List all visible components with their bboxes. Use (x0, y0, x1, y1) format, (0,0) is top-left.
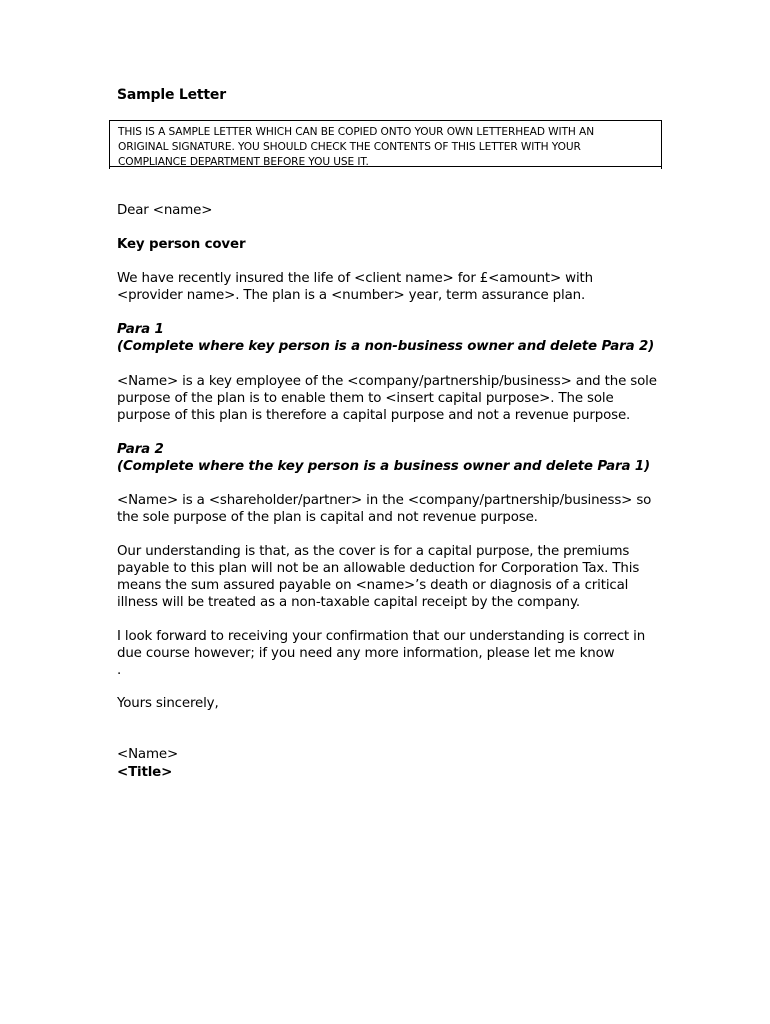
subject-heading: Key person cover (117, 237, 246, 252)
para1-heading: Para 1 (Complete where key person is a non-business owner and delete Para 2) (117, 322, 655, 354)
sender-title: <Title> (117, 765, 173, 780)
para2-body: <Name> is a <shareholder/partner> in the <company/partnership/business> so the sole purpose of the plan is capital and not revenue purpose. (117, 493, 652, 525)
sender-name: <Name> (117, 747, 179, 762)
sample-notice-box: THIS IS A SAMPLE LETTER WHICH CAN BE COPIED ONTO YOUR OWN LETTERHEAD WITH AN ORIGINAL SIGNATURE. YOU SHOULD CHECK THE CONTENTS OF THIS LETTER WITH YOUR COMPLIANCE DEPARTMENT BEFORE YOU USE IT. (109, 120, 662, 169)
notice-box-underline (109, 166, 662, 167)
intro-paragraph: We have recently insured the life of <client name> for £<amount> with <provider name>. The plan is a <number> year, term assurance plan. (117, 271, 593, 303)
understanding-paragraph: Our understanding is that, as the cover is for a capital purpose, the premiums payable to this plan will not be an allowable deduction for Corporation Tax. This means the sum assured payable on <name>’s death or diagnosis of a critical illness will be treated as a non-taxable capital receipt by the company. (117, 544, 640, 610)
signoff: Yours sincerely, (117, 696, 219, 711)
para1-body: <Name> is a key employee of the <company/partnership/business> and the sole purpose of the plan is to enable them to <insert capital purpose>. The sole purpose of this plan is therefore a capital purpose and not a revenue purpose. (117, 374, 657, 423)
letter-title: Sample Letter (117, 87, 226, 103)
para2-heading: Para 2 (Complete where the key person is a business owner and delete Para 1) (117, 442, 650, 474)
salutation: Dear <name> (117, 203, 213, 218)
closing-paragraph: I look forward to receiving your confirmation that our understanding is correct in due course however; if you need any more information, please let me know . (117, 629, 646, 678)
